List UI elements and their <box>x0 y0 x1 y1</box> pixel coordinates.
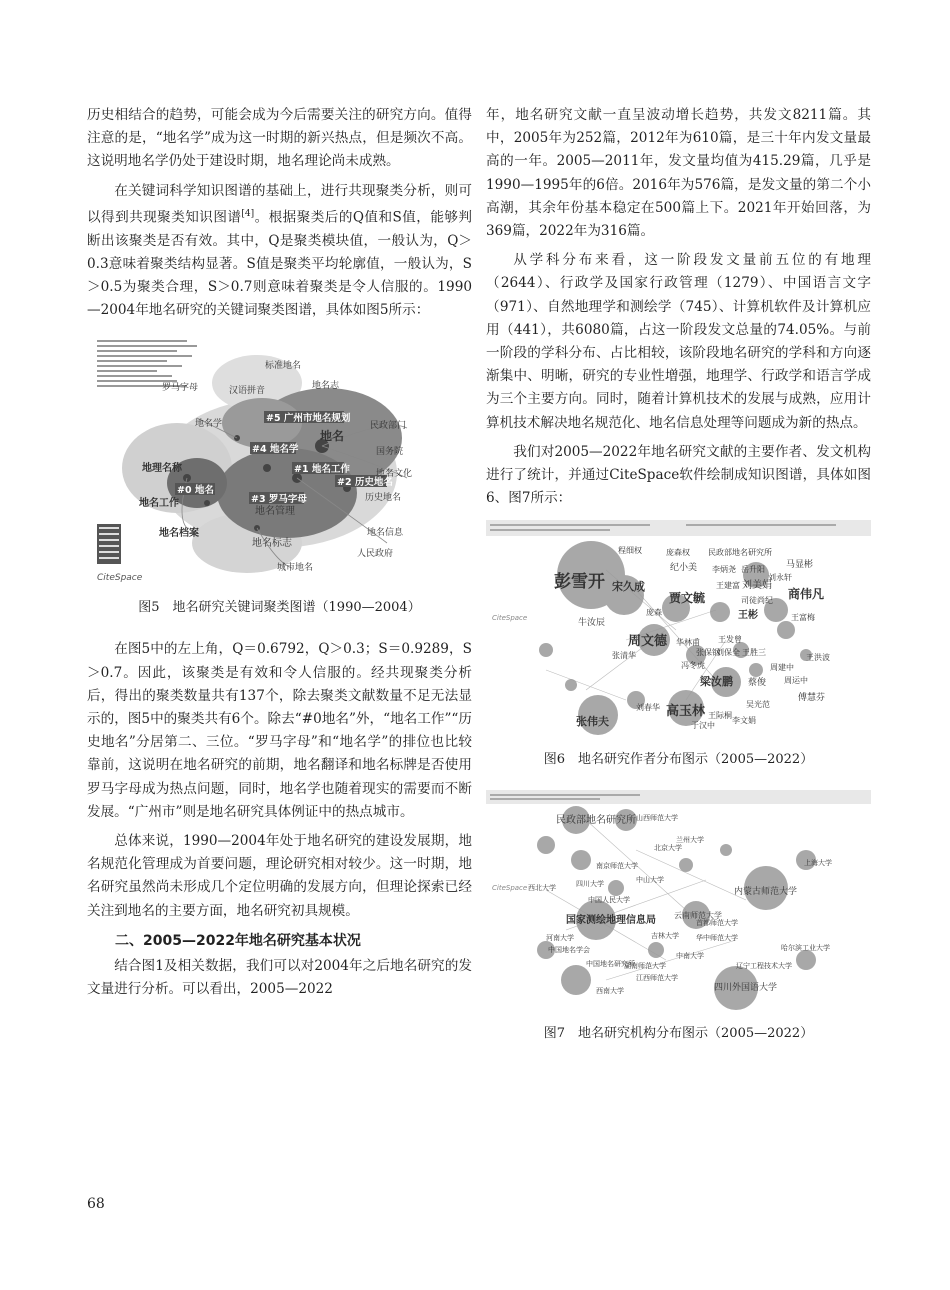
institution-9: 上海大学 <box>804 859 832 868</box>
institution-7: 中国地名研究所 <box>586 960 635 969</box>
author-7: 岳升阳 <box>741 565 765 575</box>
citespace-logo: CiteSpace <box>492 614 528 623</box>
left-paragraph-2: 在关键词科学知识图谱的基础上，进行共现聚类分析，则可以得到共现聚类知识图谱[4]。根据聚类后的Q值和S值，能够判断出该聚类是否有效。其中，Q是聚类模块值，一般认为，Q＞0.3意味着聚类结构显著。S值是聚类平均轮廓值，一般认为，S＞0.5为聚类合理，S＞0.7则意味着聚类是令人信服的。1990—2004年地名研究的关键词聚类图谱，具体如图5所示： <box>87 182 472 319</box>
institution-1: 山西师范大学 <box>636 814 678 823</box>
author-15: 宋久成 <box>612 580 645 594</box>
term-6: 国务院 <box>376 447 404 458</box>
author-30: 傅慧芬 <box>798 693 826 704</box>
author-5: 纪小美 <box>670 563 698 574</box>
term-12: 地名管理 <box>255 506 295 518</box>
term-3: 罗马字母 <box>162 383 199 394</box>
cluster-label-2: #2 历史地名 <box>337 477 393 489</box>
author-0: 彭雪开 <box>554 572 605 593</box>
institution-23: 河南大学 <box>546 934 574 943</box>
cluster-label-3: #3 罗马字母 <box>251 494 307 506</box>
term-9: 地理名称 <box>142 463 182 475</box>
figure-7-caption: 图7 地名研究机构分布图示（2005—2022） <box>543 1026 814 1042</box>
left-paragraph-1: 历史相结合的趋势，可能会成为今后需要关注的研究方向。值得注意的是，“地名学”成为这一时期的新兴热点，但是频次不高。这说明地名学仍处于建设时期，地名理论尚未成熟。 <box>87 107 472 170</box>
author-9: 商伟凡 <box>788 587 825 602</box>
term-16: 人民政府 <box>357 549 394 560</box>
author-10: 王建富 <box>716 581 740 591</box>
right-paragraph-3: 我们对2005—2022年地名研究文献的主要作者、发文机构进行了统计，并通过CiteSpace软件绘制成知识图谱，具体如图6、图7所示： <box>486 443 871 507</box>
institution-16: 中国人民大学 <box>588 896 630 905</box>
term-15: 地名信息 <box>367 528 404 539</box>
citespace-logo: CiteSpace <box>97 573 143 584</box>
institution-22: 哈尔滨工业大学 <box>781 944 830 953</box>
term-1: 地名志 <box>312 381 340 392</box>
year-legend <box>97 524 121 564</box>
institution-4: 内蒙古师范大学 <box>734 887 798 898</box>
author-19: 庞森 <box>646 608 662 618</box>
author-26: 蔡俊 <box>748 678 767 689</box>
author-38: 周运中 <box>784 676 808 686</box>
author-11: 刘美娟 <box>742 580 772 592</box>
term-0: 标准地名 <box>265 361 302 372</box>
term-13: 地名档案 <box>159 528 199 540</box>
author-16: 王彬 <box>738 610 758 622</box>
left-paragraph-3: 在图5中的左上角，Q＝0.6792，Q＞0.3；S＝0.9289，S＞0.7。因此，该聚类是有效和令人信服的。经共现聚类分析后，得出的聚类数量共有137个，除去聚类文献数量不足无法显示的，图5中的聚类共有6个。除去“#0地名”外，“地名工作”“历史地名”分居第二、三位。“罗马字母”和“地名学”的排位也比较靠前，这说明在地名研究的前期，地名翻译和地名标牌是否使用罗马字母成为热点问题，同时，地名学也随着现实的需要而不断发展。“广州市”则是地名研究具体例证中的热点城市。 <box>87 641 472 820</box>
author-35: 李文娟 <box>732 716 756 726</box>
figure-5-graphic <box>87 328 472 590</box>
reference-mark[interactable]: [4] <box>241 208 255 219</box>
institution-3: 中山大学 <box>636 876 664 885</box>
figure-5-caption: 图5 地名研究关键词聚类图谱（1990—2004） <box>138 600 421 616</box>
author-4: 马显彬 <box>786 560 814 571</box>
author-8: 刘永轩 <box>768 573 792 583</box>
right-paragraph-2: 从学科分布来看，这一阶段发文量前五位的有地理（2644）、行政学及国家行政管理（1279）、中国语言文字（971）、自然地理学和测绘学（745）、计算机软件及计算机应用（441），共6080篇，占这一阶段发文总量的74.05%。与前一阶段的学科分布、占比相较，该阶段地名研究的学科和方向逐渐集中、明晰，研究的专业性增强，地理学、行政学和语言学成为三个主要方向。同时，随着计算机技术的发展与成熟，应用计算机技术解决地名规范化、地名信息处理等问题成为新的热点。 <box>486 252 871 431</box>
cluster-label-4: #4 地名学 <box>252 444 299 456</box>
author-37: 刘春华 <box>636 703 660 713</box>
institution-13: 中国地名学会 <box>548 946 590 955</box>
figure-6-caption: 图6 地名研究作者分布图示（2005—2022） <box>543 752 814 768</box>
institution-21: 江西师范大学 <box>636 974 678 983</box>
author-32: 吴光范 <box>746 700 770 710</box>
institution-5: 四川外国语大学 <box>714 983 778 994</box>
institution-19: 中南大学 <box>676 952 704 961</box>
institution-11: 云南师范大学 <box>674 911 722 921</box>
author-27: 张伟夫 <box>576 715 609 729</box>
cluster-label-1: #1 地名工作 <box>294 464 350 476</box>
left-paragraph-4: 总体来说，1990—2004年处于地名研究的建设发展期，地名规范化管理成为首要问题，理论研究相对较少。这一时期，地名研究虽然尚未形成几个定位明确的发展方向，但理论探索已经关注到地名的主要方面，地名研究初具规模。 <box>87 832 472 919</box>
author-18: 周文德 <box>628 634 668 650</box>
author-20: 华林甫 <box>676 638 700 648</box>
author-3: 民政部地名研究所 <box>708 548 772 558</box>
left-column <box>87 104 472 1007</box>
institution-18: 首都师范大学 <box>696 919 738 928</box>
author-2: 庞森权 <box>666 548 690 558</box>
term-10: 历史地名 <box>365 493 402 504</box>
term-11: 地名工作 <box>139 498 179 510</box>
institution-14: 辽宁工程技术大学 <box>736 962 792 971</box>
cluster-label-5: #5 广州市地名规划 <box>266 413 351 425</box>
right-paragraph-1: 年，地名研究文献一直呈波动增长趋势，共发文8211篇。其中，2005年为252篇，2012年为610篇，是三十年内发文量最高的一年。2005—2011年，发文量均值为415.29篇，几乎是1990—1995年的6倍。2016年为576篇，是发文量的第二个小高潮，其余年份基本稳定在500篇上下。2021年开始回落，为369篇，2022年为316篇。 <box>486 107 871 240</box>
page-number: 68 <box>87 1196 105 1212</box>
institution-8: 西南大学 <box>596 987 624 996</box>
institution-24: 西北大学 <box>528 884 556 893</box>
term-8: 地名文化 <box>376 469 413 480</box>
author-23: 周建中 <box>770 663 794 673</box>
figure-6-graphic <box>486 520 871 742</box>
author-34: 王际桐 <box>708 711 732 721</box>
institution-20: 华中师范大学 <box>696 934 738 943</box>
author-39: 王洪波 <box>806 653 830 663</box>
figure-6 <box>486 520 871 742</box>
author-12: 王富梅 <box>791 613 815 623</box>
institution-25: 兰州大学 <box>676 836 704 845</box>
term-5: 民政部门 <box>370 421 407 432</box>
institution-12: 湖南师范大学 <box>624 962 666 971</box>
figure-7-graphic <box>486 790 871 1016</box>
institution-0: 民政部地名研究所 <box>556 815 636 827</box>
institution-17: 四川大学 <box>576 880 604 889</box>
author-13: 司徒尚纪 <box>741 596 773 606</box>
author-22: 王发曾 <box>718 635 742 645</box>
author-33: 张保钢 <box>696 648 720 658</box>
term-2: 汉语拼音 <box>229 386 266 397</box>
author-36: 于汉中 <box>691 721 715 731</box>
figure-5 <box>87 328 472 590</box>
term-7: 地名 <box>320 429 345 444</box>
author-21: 张清华 <box>612 651 636 661</box>
author-1: 程细权 <box>618 546 642 556</box>
cluster-label-0: #0 地名 <box>177 485 214 497</box>
term-17: 城市地名 <box>277 563 314 574</box>
institution-10: 北京大学 <box>654 844 682 853</box>
institution-6: 南京师范大学 <box>596 862 638 871</box>
right-column <box>486 104 871 1064</box>
term-14: 地名标志 <box>252 538 292 550</box>
author-31: 刘保全 <box>716 648 740 658</box>
author-14: 贾文毓 <box>669 591 706 606</box>
citespace-logo: CiteSpace <box>492 884 528 893</box>
author-6: 李炳尧 <box>712 565 736 575</box>
author-24: 梁汝鹏 <box>700 675 733 689</box>
author-25: 高玉林 <box>666 704 706 720</box>
author-28: 王胜三 <box>742 648 766 658</box>
institution-2: 国家测绘地理信息局 <box>566 915 656 927</box>
author-29: 冯冬虎 <box>681 661 705 671</box>
author-17: 牛汝辰 <box>578 618 606 629</box>
section-heading: 二、2005—2022年地名研究基本状况 <box>115 932 361 949</box>
institution-15: 吉林大学 <box>651 932 679 941</box>
left-paragraph-5: 结合图1及相关数据，我们可以对2004年之后地名研究的发文量进行分析。可以看出，2005—2022 <box>87 957 472 997</box>
term-4: 地名学 <box>195 419 223 430</box>
figure-7 <box>486 790 871 1016</box>
